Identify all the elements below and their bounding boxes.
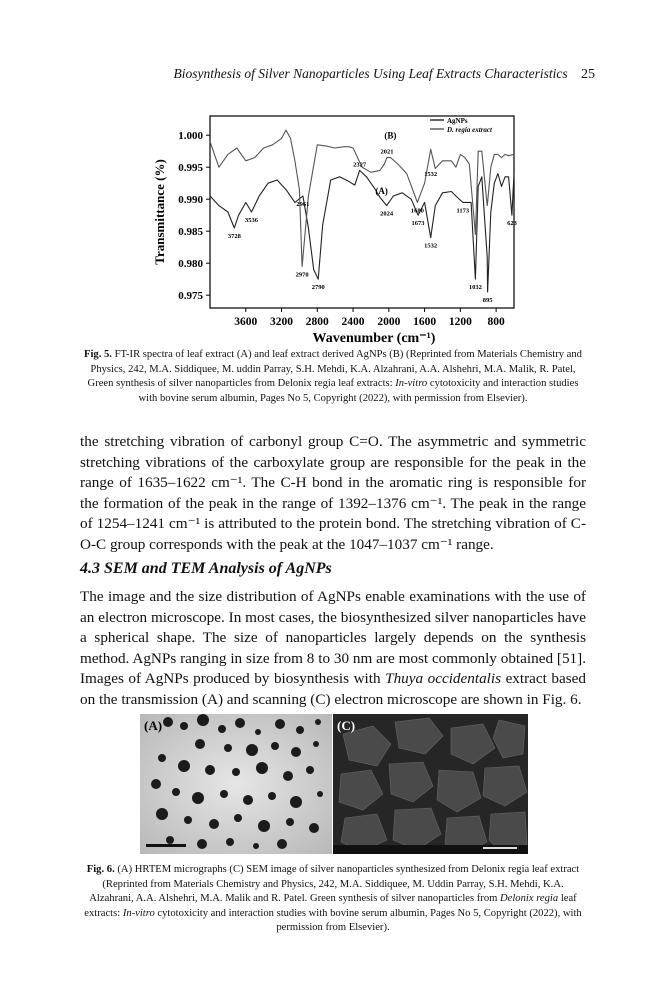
peak-label: 2327 xyxy=(353,161,367,169)
peak-label: 2970 xyxy=(295,271,309,279)
y-tick-label: 0.995 xyxy=(178,162,203,175)
panel-c-label: (C) xyxy=(337,718,356,733)
x-tick-label: 2000 xyxy=(377,316,401,328)
peak-label: 2021 xyxy=(380,148,394,156)
peak-label: 895 xyxy=(482,297,493,304)
figure-6-caption-label: Fig. 6. xyxy=(86,864,115,875)
figure-5-caption-text: FT-IR spectra of leaf extract (A) and leaf extract derived AgNPs (B) (Reprinted from Materials Chemistry and Physics, 242, M.A. Siddiquee, M. uddin Parray, S.H. Mehdi, K.A. Alzahrani, A.A. Alshehri, M.A. Malik, R. Patel, Green synthesis of silver nanoparticles from Delonix regia leaf extracts: xyxy=(87,349,582,389)
figure-6-caption-italic-1: Delonix regia xyxy=(500,893,559,904)
panel-a-label: (A) xyxy=(144,718,163,733)
peak-label: 2024 xyxy=(380,210,394,218)
y-tick-label: 0.985 xyxy=(178,226,203,239)
series-line-extract xyxy=(210,130,514,266)
series-label-b: (B) xyxy=(384,130,397,141)
peak-label: 1532 xyxy=(424,171,438,178)
peak-label: 1532 xyxy=(424,242,438,250)
figure-5-caption xyxy=(80,348,586,406)
paragraph-sem-tem-text-a: The image and the size distribution of AgNPs enable examinations with the use of an electron microscope. In most cases, the biosynthesized silver nanoparticles have a spherical shape. The size of nanoparticles largely depends on the synthesis method. AgNPs ranging in size from 8 to 30 nm are most commonly obtained [51]. Images of AgNPs produced by biosynthesis with xyxy=(80,588,586,687)
hrtem-micrograph-image xyxy=(140,714,332,854)
figure-6-caption-italic-2: In-vitro xyxy=(122,907,155,919)
paragraph-ftir-discussion: the stretching vibration of carbonyl group C=O. The asymmetric and symmetric stretching vibrations of the carboxylate group are responsible for the peak in the range of 1635–1622 cm⁻¹. The C-H bond in the aromatic ring is responsible for the formation of the peak in the range of 1392–1376 cm⁻¹. The peak in the range of 1254–1241 cm⁻¹ is attributed to the protein bond. The stretching vibration of C-O-C group corresponds with the peak at the 1047–1037 cm⁻¹ range. xyxy=(80,433,586,553)
series-line-agnps xyxy=(210,170,514,292)
x-tick-label: 1200 xyxy=(448,316,472,328)
running-header xyxy=(140,66,595,83)
ftir-chart-svg xyxy=(148,108,528,346)
figure-6-micrographs xyxy=(140,714,528,854)
x-tick-label: 800 xyxy=(487,316,505,328)
figure-6-caption-text-2: leaf extracts: xyxy=(84,893,577,919)
figure-6-caption-text-3: cytotoxicity and interaction studies with bovine serum albumin, Pages No 5, Copyright (2022), with permission from Elsevier). xyxy=(154,907,582,933)
peak-label: 3536 xyxy=(244,217,258,224)
y-tick-label: 0.975 xyxy=(178,290,203,303)
peak-label: 2961 xyxy=(296,201,310,208)
paragraph-sem-tem-italic: Thuya occidentalis xyxy=(385,670,502,687)
figure-6-caption-text: (A) HRTEM micrographs (C) SEM image of silver nanoparticles synthesized from Delonix regia leaf extract (Reprinted from Materials Chemistry and Physics, 242, M.A. Siddiquee, M. Uddin Parray, S.H. Mehdi, K.A. Alzahrani, A.A. Alshehri, M.A. Malik and R. Patel. Green synthesis of silver nanoparticles from xyxy=(89,864,580,904)
legend-entry: AgNPs xyxy=(447,117,468,125)
paragraph-sem-tem-text-b: extract based on the transmission (A) and scanning (C) electron microscope are shown in Fig. 6. xyxy=(80,670,586,708)
running-title: Biosynthesis of Silver Nanoparticles Using Leaf Extracts Characteristics xyxy=(173,66,568,81)
page-number: 25 xyxy=(581,67,595,82)
figure-5-caption-italic: In-vitro xyxy=(395,378,428,389)
y-tick-label: 1.000 xyxy=(178,130,203,143)
hrtem-micrograph-panel xyxy=(140,714,332,854)
series-label-a: (A) xyxy=(375,186,388,196)
section-heading: 4.3 SEM and TEM Analysis of AgNPs xyxy=(80,560,332,577)
y-tick-label: 0.990 xyxy=(178,194,203,207)
peak-label: 1032 xyxy=(468,284,482,292)
x-tick-label: 3200 xyxy=(270,316,294,328)
paragraph-sem-tem xyxy=(80,587,586,710)
figure-5-caption-text-2: cytotoxicity and interaction studies with bovine serum albumin, Pages No 5, Copyright (2022), with permission from Elsevier). xyxy=(138,378,579,404)
x-tick-label: 2400 xyxy=(341,316,365,328)
peak-label: 1673 xyxy=(411,220,425,228)
peak-label: 2790 xyxy=(311,284,325,292)
figure-5-caption-label: Fig. 5. xyxy=(84,349,112,360)
y-tick-label: 0.980 xyxy=(178,258,203,271)
sem-image-panel xyxy=(333,714,528,854)
peak-label: 623 xyxy=(507,220,517,228)
x-axis-label: Wavenumber (cm⁻¹) xyxy=(312,331,436,346)
y-axis-label: Transmittance (%) xyxy=(152,159,167,265)
x-tick-label: 1600 xyxy=(413,316,437,328)
figure-6-caption xyxy=(80,863,586,936)
x-tick-label: 2800 xyxy=(305,316,329,328)
legend-entry: D. regia extract xyxy=(447,126,492,134)
peak-label: 1680 xyxy=(410,207,424,215)
peak-label: 1173 xyxy=(456,207,470,215)
figure-5-ftir-chart xyxy=(148,108,528,346)
sem-image xyxy=(333,714,528,854)
x-tick-label: 3600 xyxy=(234,316,258,328)
peak-label: 3728 xyxy=(227,233,241,240)
